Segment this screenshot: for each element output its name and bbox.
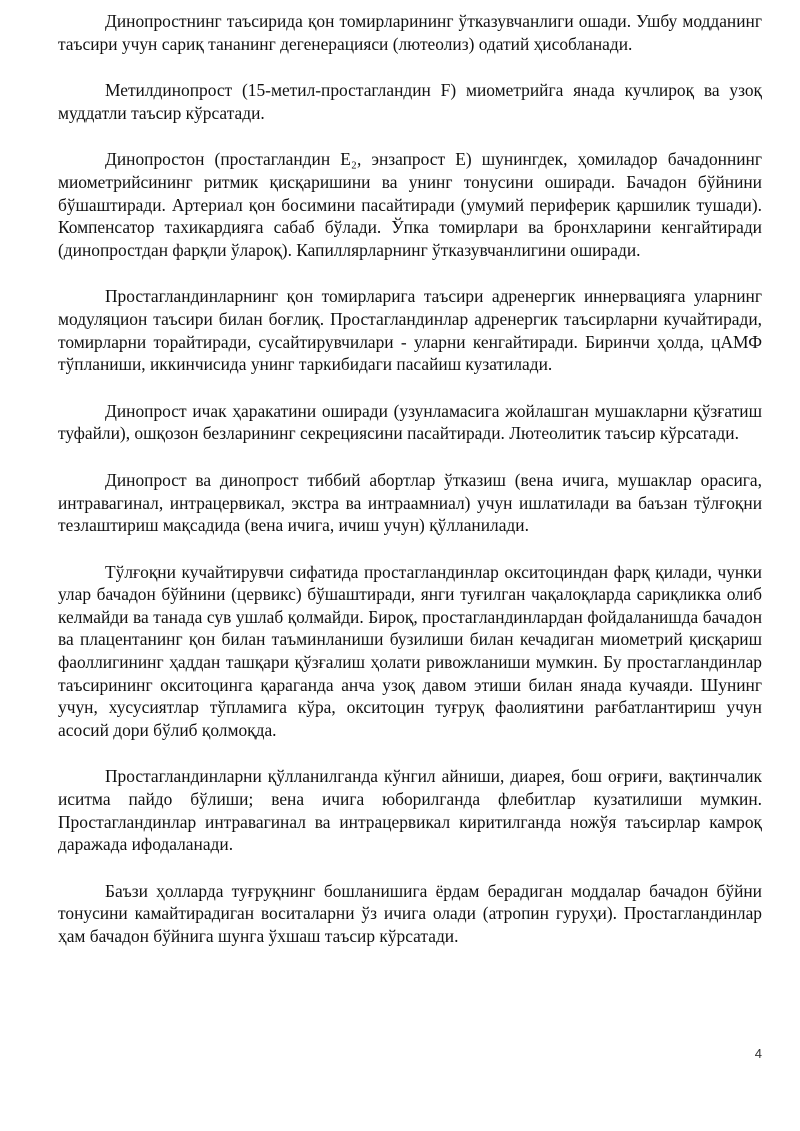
paragraph-1: Динопростнинг таъсирида қон томирларининг ўтказувчанлиги ошади. Ушбу модданинг таъсири учун сариқ тананинг дегенерацияси (лютеолиз) одатий ҳисобланади. [58,11,762,54]
paragraph-2: Метилдинопрост (15-метил-простагландин F) миометрийга янада кучлироқ ва узоқ муддатли таъсир кўрсатади. [58,80,762,123]
paragraph-5: Динопрост ичак ҳаракатини оширади (узунламасига жойлашган мушакларни қўзғатиш туфайли), ошқозон безларининг секрециясини пасайтиради. Лютеолитик таъсир кўрсатади. [58,400,762,444]
paragraph-4: Простагландинларнинг қон томирларига таъсири адренергик иннервацияга уларнинг модуляцион таъсири билан боғлиқ. Простагландинлар адренергик таъсирларни кучайтиради, томирларни торайтиради, сусайтирувчилари - уларни кенгайтиради. Биринчи ҳолда, цАМФ тўпланиши, иккинчисида унинг таркибидаги пасайиш кузатилади. [58,286,762,375]
paragraph-6: Динопрост ва динопрост тиббий абортлар ўтказиш (вена ичига, мушаклар орасига, интравагинал, интрацервикал, экстра ва интраамниал) учун ишлатилади ва баъзан тўлғоқни тезлаштириш мақсадида (вена ичига, ичиш учун) қўлланилади. [58,469,762,536]
paragraph-3: Динопростон (простагландин E₂, энзапрост E) шунингдек, ҳомиладор бачадоннинг миометрийсининг ритмик қисқаришини ва унинг тонусини оширади. Бачадон бўйнини бўшаштиради. Артериал қон босимини пасайтиради (умумий периферик қаршилик тушади). Компенсатор тахикардияга сабаб бўлади. Ўпка томирлари ва бронхларини кенгайтиради (динопростдан фарқли ўлароқ). Капиллярларнинг ўтказувчанлигини оширади. [58,149,762,260]
page-number: 4 [754,1046,762,1061]
paragraph-9: Баъзи ҳолларда туғруқнинг бошланишига ёрдам берадиган моддалар бачадон бўйни тонусини камайтирадиган воситаларни ўз ичига олади (атропин гуруҳи). Простагландинлар ҳам бачадон бўйнига шунга ўхшаш таъсир кўрсатади. [58,880,762,946]
document-page [58,10,762,972]
paragraph-8: Простагландинларни қўлланилганда кўнгил айниши, диарея, бош оғриғи, вақтинчалик иситма пайдо бўлиши; вена ичига юборилганда флебитлар кузатилиши мумкин. Простагландинлар интравагинал ва интрацервикал киритилганда ножўя таъсирлар камроқ даражада ифодаланади. [58,766,762,855]
paragraph-7: Тўлғоқни кучайтирувчи сифатида простагландинлар окситоциндан фарқ қилади, чунки улар бачадон бўйнини (цервикс) бўшаштиради, янги туғилган чақалоқларда сариқликка олиб келмайди ва танада сув ушлаб қолмайди. Бироқ, простагландинлардан фойдаланишда бачадон ва плацентанинг қон билан таъминланиши бузилиши билан кечадиган миометрий қисқариш фаоллигининг ҳаддан ташқари қўзғалиш ҳолати ривожланиши мумкин. Бу простагландинлар таъсирининг окситоцинга қараганда анча узоқ давом этиши билан янада кучаяди. Шунинг учун, хусусиятлар тўпламига кўра, окситоцин туғруқ фаолиятини рағбатлантириш учун асосий дори бўлиб қолмоқда. [58,561,762,740]
